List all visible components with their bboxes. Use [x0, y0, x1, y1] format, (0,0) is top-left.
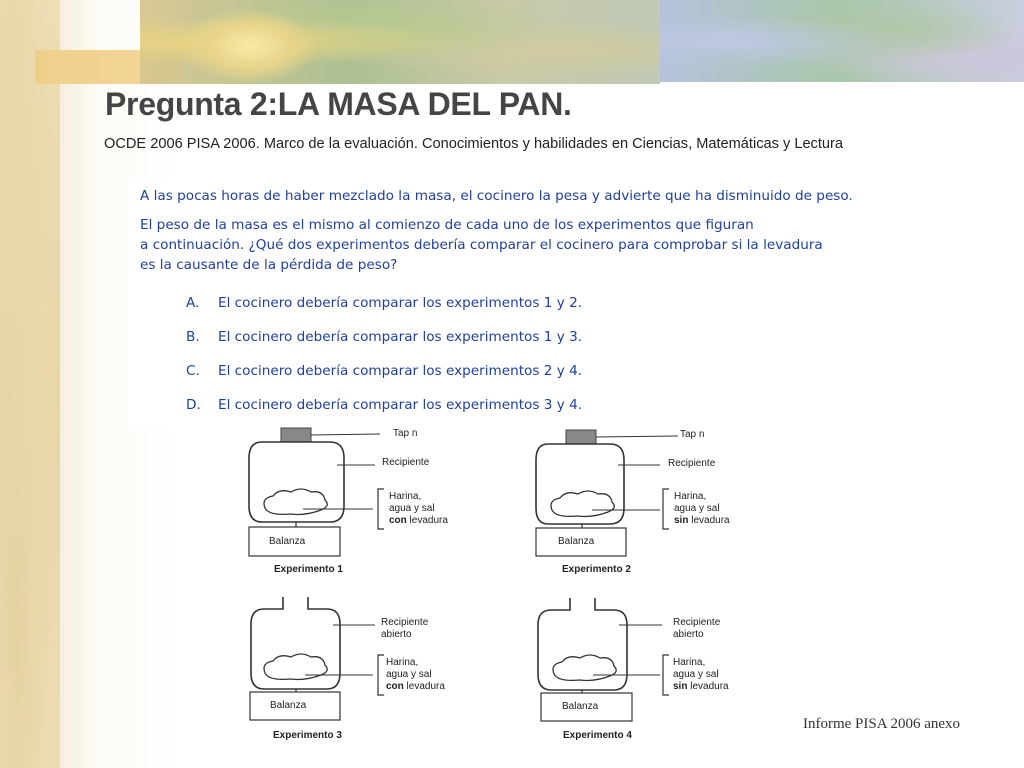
container-label: Recipiente [382, 457, 430, 468]
dough-icon [551, 491, 614, 517]
dough-icon [264, 654, 327, 680]
option-text: El cocinero debería comparar los experimentos 3 y 4. [218, 397, 583, 413]
dough-icon [264, 489, 327, 515]
contents-label: Harina, agua y sal sin levadura [674, 491, 730, 526]
scale-label: Balanza [562, 701, 599, 712]
contents-label: Harina, agua y sal sin levadura [673, 657, 729, 692]
contents-label: Harina, agua y sal con levadura [386, 657, 445, 692]
container-label: Recipiente [668, 458, 716, 469]
experiment-3-title: Experimento 3 [273, 730, 342, 741]
experiment-4-drawing [538, 598, 669, 721]
brace [378, 489, 384, 529]
contents-label: Harina, agua y sal con levadura [389, 491, 448, 526]
container-label: Recipiente abierto [381, 617, 429, 640]
open-container-icon [538, 598, 627, 690]
brace [663, 489, 669, 529]
slide-title: Pregunta 2:LA MASA DEL PAN. [105, 86, 572, 122]
scale-label: Balanza [269, 536, 306, 547]
option-text: El cocinero debería comparar los experimentos 1 y 3. [218, 329, 583, 345]
question-intro: A las pocas horas de haber mezclado la masa, el cocinero la pesa y advierte que ha disminuido de peso. [140, 188, 853, 204]
brace [663, 655, 669, 695]
brace [378, 655, 384, 695]
experiment-1-title: Experimento 1 [274, 564, 343, 575]
option-letter: B. [186, 329, 200, 345]
scale-label: Balanza [270, 700, 307, 711]
lid-label: Tap n [393, 428, 418, 439]
question-line: El peso de la masa es el mismo al comienzo de cada uno de los experimentos que figuran [140, 217, 754, 233]
lid-icon [566, 430, 596, 444]
leader-line [596, 436, 678, 437]
option-letter: D. [186, 397, 201, 413]
question-line: a continuación. ¿Qué dos experimentos debería comparar el cocinero para comprobar si la levadura [140, 237, 823, 253]
option-letter: A. [186, 295, 200, 311]
option-text: El cocinero debería comparar los experimentos 1 y 2. [218, 295, 583, 311]
slide-subtitle: OCDE 2006 PISA 2006. Marco de la evaluación. Conocimientos y habilidades en Ciencias, Matemáticas y Lectura [104, 136, 844, 152]
experiment-4-title: Experimento 4 [563, 730, 632, 741]
lid-icon [281, 428, 311, 442]
scale-label: Balanza [558, 536, 595, 547]
experiment-2-title: Experimento 2 [562, 564, 631, 575]
dough-icon [553, 655, 616, 681]
leader-line [311, 434, 380, 435]
lid-label: Tap n [680, 429, 705, 440]
container-icon [249, 442, 344, 522]
source-note: Informe PISA 2006 anexo [803, 716, 961, 732]
container-icon [536, 444, 624, 524]
option-text: El cocinero debería comparar los experimentos 2 y 4. [218, 363, 583, 379]
container-label: Recipiente abierto [673, 617, 721, 640]
option-letter: C. [186, 363, 200, 379]
question-line: es la causante de la pérdida de peso? [140, 257, 398, 273]
